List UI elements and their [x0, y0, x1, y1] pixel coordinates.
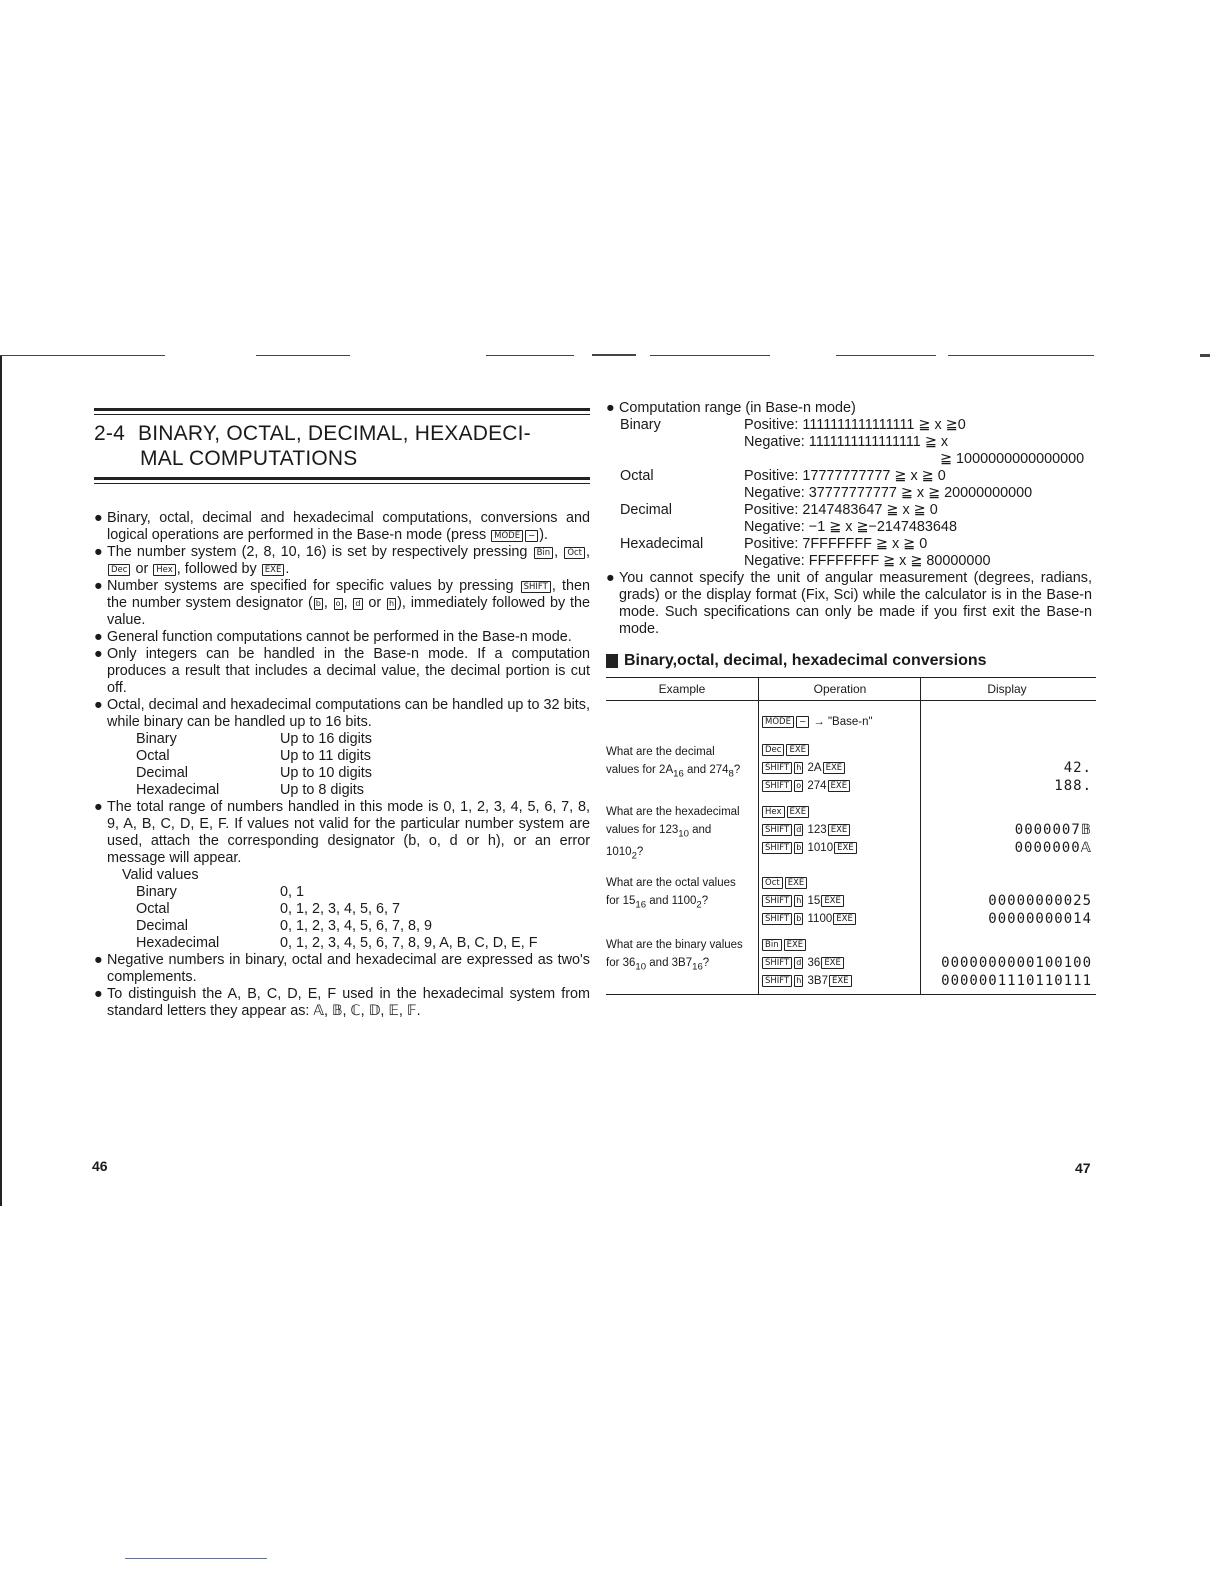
bullet-text-or: or	[135, 561, 149, 577]
range-line: Positive: 2147483647 ≧ x ≧ 0	[744, 502, 938, 518]
range-spacer	[620, 451, 744, 468]
display-value: 42.	[1063, 760, 1092, 776]
operation-step	[761, 759, 920, 777]
operation-step	[761, 803, 920, 821]
question-text: values for 123	[606, 824, 679, 836]
bullet-number-system: ● The number system (2, 8, 10, 16) is set by respectively pressing Bin , Oct , Dec or Hex , followed by EXE .	[94, 544, 591, 577]
table-header-row	[606, 678, 1096, 701]
range-system: Decimal	[620, 502, 672, 518]
range-spacer	[620, 434, 744, 451]
bullet-total-range	[94, 799, 590, 867]
valid-values-label: Valid values	[122, 867, 199, 883]
operation-step	[761, 874, 920, 892]
header-display: Display	[921, 678, 1097, 701]
bin-key: Bin	[534, 547, 554, 559]
bullet-text: The total range of numbers handled in this mode is 0, 1, 2, 3, 4, 5, 6, 7, 8, 9, A, B, C, D, E, F. If values not valid for the particular number system are used, attach the corresponding designator (b, o, d or h), or an error message will appear.	[107, 799, 590, 866]
table-row	[606, 928, 1096, 995]
computation-range-table	[620, 417, 1092, 570]
operation-step	[761, 910, 920, 928]
minus-key: −	[525, 530, 538, 542]
bullet-dot: ●	[94, 697, 103, 713]
digit-limit: Up to 16 digits	[280, 731, 372, 747]
question-text: ?	[702, 956, 710, 969]
exe-key: EXE	[784, 939, 807, 951]
bullet-text: Octal, decimal and hexadecimal computations can be handled up to 32 bits, while binary can be handled up to 16 bits.	[107, 697, 590, 730]
valid-values: 0, 1	[280, 884, 305, 900]
oct-key: Oct	[564, 547, 585, 559]
square-bullet-icon	[606, 654, 618, 668]
conversion-table	[606, 677, 1096, 995]
question-text: What are the decimal	[606, 746, 715, 758]
mode-key: MODE	[491, 530, 523, 542]
display-value: 00000000025	[988, 892, 1092, 909]
page-edge	[0, 356, 2, 1206]
shift-key: SHIFT	[762, 895, 792, 907]
range-system: Hexadecimal	[620, 536, 704, 552]
question-text: What are the octal values	[606, 876, 736, 889]
shift-key: SHIFT	[762, 975, 792, 987]
d-key: d	[355, 599, 361, 608]
bullet-dot: ●	[94, 646, 103, 662]
right-page	[606, 400, 1092, 995]
b-key: b	[796, 913, 802, 923]
question-text: What are the hexadecimal	[606, 806, 740, 818]
dec-key: Dec	[762, 744, 784, 756]
table-row	[606, 795, 1096, 866]
operation-step	[761, 954, 920, 972]
operation-step	[761, 777, 920, 795]
range-line: Negative: −1 ≧ x ≧−2147483648	[744, 519, 957, 535]
base-subscript: 16	[635, 898, 647, 910]
question-text: ?	[636, 846, 644, 859]
range-spacer	[620, 553, 744, 570]
base-subscript: 10	[678, 828, 689, 840]
input-value: 15	[807, 894, 821, 907]
o-key: o	[335, 599, 341, 608]
header-example: Example	[606, 678, 759, 701]
example-question	[606, 743, 758, 783]
exe-key: EXE	[821, 957, 844, 969]
operation-step	[761, 892, 920, 910]
scan-line	[256, 355, 350, 356]
bullet-dot: ●	[606, 400, 615, 416]
d-key: d	[796, 957, 802, 967]
bullet-dot: ●	[94, 578, 103, 594]
base-subscript: 16	[692, 960, 703, 972]
digit-limit: Up to 11 digits	[280, 748, 371, 764]
exe-key: EXE	[828, 824, 851, 836]
digit-system: Octal	[136, 748, 170, 764]
range-line: Negative: 37777777777 ≧ x ≧ 20000000000	[744, 485, 1033, 501]
display-value: 188.	[1054, 778, 1092, 794]
bullet-dot: ●	[94, 952, 103, 968]
shift-key: SHIFT	[762, 762, 792, 774]
operation-step	[761, 741, 920, 759]
base-subscript: 10	[635, 960, 647, 972]
range-line: Positive: 17777777777 ≧ x ≧ 0	[744, 468, 946, 484]
scan-line	[125, 1558, 267, 1559]
exe-key: EXE	[262, 564, 285, 576]
operation-step	[761, 972, 920, 990]
bullet-text: Only integers can be handled in the Base-n mode. If a computation produces a result that includes a decimal value, the decimal portion is cut off.	[107, 646, 590, 696]
digit-limit-table	[94, 731, 590, 799]
exe-key: EXE	[833, 913, 856, 925]
digit-limit: Up to 8 digits	[280, 782, 364, 798]
minus-key: −	[796, 716, 809, 728]
h-key: h	[796, 975, 802, 985]
exe-key: EXE	[823, 762, 846, 774]
exe-key: EXE	[787, 806, 810, 818]
bullet-text: The number system (2, 8, 10, 16) is set by respectively pressing	[107, 544, 528, 560]
bullet-dot: ●	[94, 510, 103, 526]
heading-rule-bottom	[94, 477, 590, 484]
scan-line	[1200, 354, 1210, 357]
input-value: 123	[807, 824, 827, 836]
bullet-dot: ●	[94, 544, 103, 560]
bullet-distinguish	[94, 986, 590, 1020]
conversions-title-text: Binary,octal, decimal, hexadecimal conversions	[624, 652, 987, 669]
bullet-range-intro	[606, 400, 1092, 417]
bullet-text-end: ).	[539, 527, 549, 543]
valid-values: 0, 1, 2, 3, 4, 5, 6, 7, 8, 9	[280, 918, 433, 934]
table-row	[606, 741, 1096, 795]
base-subscript: 8	[728, 768, 734, 780]
display-value: 00000000014	[988, 910, 1092, 927]
heading-line-1: BINARY, OCTAL, DECIMAL, HEXADECI-	[138, 422, 531, 445]
bullet-text-end: , followed by	[176, 561, 257, 577]
page-number-right: 47	[1075, 1160, 1091, 1176]
range-line: Negative: 1111111111111111 ≧ x	[744, 434, 949, 450]
scan-line	[948, 355, 1094, 356]
shift-key: SHIFT	[762, 842, 792, 854]
bullet-designator: ● Number systems are specified for specific values by pressing SHIFT , then the number system designator ( b , o , d or h ), immediately followed by the value.	[94, 578, 590, 628]
section-number: 2-4	[94, 422, 125, 445]
operation-step	[761, 839, 920, 857]
mode-operation	[761, 713, 920, 731]
question-text: ?	[733, 764, 741, 776]
dec-key: Dec	[108, 564, 130, 576]
header-operation: Operation	[759, 678, 921, 701]
bullet-text: Computation range (in Base-n mode)	[619, 400, 856, 416]
bullet-dot: ●	[94, 986, 103, 1002]
range-line: Negative: FFFFFFFF ≧ x ≧ 80000000	[744, 553, 991, 569]
mode-result: → "Base-n"	[813, 716, 873, 728]
exe-key: EXE	[828, 780, 851, 792]
range-line: ≧ 1000000000000000	[940, 451, 1085, 467]
section-heading	[94, 421, 590, 471]
input-value: 274	[807, 780, 827, 792]
digit-limit: Up to 10 digits	[280, 765, 372, 781]
exe-key: EXE	[829, 975, 852, 987]
question-text: and 274	[683, 764, 729, 776]
shift-key: SHIFT	[762, 780, 792, 792]
shift-key: SHIFT	[762, 957, 792, 969]
question-text: and 3B7	[646, 956, 693, 969]
o-key: o	[796, 781, 802, 790]
input-value: 36	[807, 956, 821, 969]
scan-line	[486, 355, 574, 356]
question-text: 1010	[606, 846, 632, 859]
range-line: Positive: 7FFFFFFF ≧ x ≧ 0	[744, 536, 928, 552]
valid-values: 0, 1, 2, 3, 4, 5, 6, 7, 8, 9, A, B, C, D, E, F	[280, 935, 538, 951]
b-key: b	[315, 599, 321, 608]
digit-system: Decimal	[136, 765, 188, 781]
hex-key: Hex	[153, 564, 176, 576]
bullet-text-or: or	[368, 595, 382, 611]
range-spacer	[620, 485, 744, 502]
b-key: b	[796, 843, 802, 852]
bullet-text: Negative numbers in binary, octal and hexadecimal are expressed as two's complements.	[107, 952, 590, 985]
base-subscript: 16	[673, 768, 684, 780]
table-row-mode	[606, 701, 1096, 742]
valid-system: Octal	[136, 901, 170, 917]
bullet-dot: ●	[94, 799, 103, 815]
valid-system: Binary	[136, 884, 177, 900]
mode-key: MODE	[762, 716, 794, 728]
oct-key: Oct	[762, 877, 783, 889]
exe-key: EXE	[834, 842, 857, 854]
bullet-text: To distinguish the A, B, C, D, E, F used in the hexadecimal system from standard letters they appear as: 𝔸, 𝔹, ℂ, 𝔻, 𝔼, 𝔽.	[107, 986, 590, 1019]
input-value: 2A	[807, 762, 822, 774]
question-text: ?	[701, 894, 709, 907]
input-value: 1010	[807, 842, 834, 854]
valid-values-table	[94, 884, 590, 952]
d-key: d	[796, 825, 802, 834]
question-text: for 15	[606, 894, 636, 907]
bullet-negative	[94, 952, 590, 986]
operation-step	[761, 821, 920, 839]
exe-key: EXE	[785, 877, 808, 889]
bullet-text: You cannot specify the unit of angular measurement (degrees, radians, grads) or the display format (Fix, Sci) while the calculator is in the Base-n mode. Such specifications can only be made if you first exit the Base-n mode.	[619, 570, 1092, 637]
digit-system: Hexadecimal	[136, 782, 220, 798]
bullet-angular-note	[606, 570, 1092, 638]
example-question	[606, 803, 758, 866]
conversions-title	[606, 652, 1092, 669]
digit-system: Binary	[136, 731, 177, 747]
example-question	[606, 874, 758, 914]
shift-key: SHIFT	[762, 824, 792, 836]
valid-system: Hexadecimal	[136, 935, 220, 951]
heading-rule-top	[94, 408, 590, 415]
bullet-dot: ●	[606, 570, 615, 586]
operation-step	[761, 936, 920, 954]
bullet-base-n-mode	[94, 510, 590, 544]
display-value: 0000000000100100	[941, 954, 1092, 971]
scan-line	[836, 355, 936, 356]
base-subscript: 2	[631, 850, 637, 862]
heading-line-2: MAL COMPUTATIONS	[140, 447, 358, 470]
valid-system: Decimal	[136, 918, 188, 934]
bullet-integers	[94, 646, 590, 697]
bullet-bits	[94, 697, 590, 731]
input-value: 1100	[807, 912, 833, 925]
range-system: Binary	[620, 417, 661, 433]
question-text: for 36	[606, 956, 636, 969]
bullet-text-end: ), immediately followed by the value.	[107, 595, 590, 628]
question-text: What are the binary values	[606, 938, 743, 951]
left-page	[94, 408, 590, 1020]
scan-line	[592, 354, 636, 356]
table-row	[606, 866, 1096, 928]
bullet-list	[94, 510, 590, 1020]
input-value: 3B7	[807, 974, 828, 987]
valid-values: 0, 1, 2, 3, 4, 5, 6, 7	[280, 901, 401, 917]
display-value: 0000001110110111	[941, 972, 1092, 989]
exe-key: EXE	[786, 744, 809, 756]
display-value: 0000007𝔹	[1014, 822, 1092, 838]
example-question	[606, 936, 758, 976]
question-text: and 1100	[646, 894, 697, 907]
base-subscript: 2	[696, 898, 702, 910]
bullet-general-function	[94, 629, 590, 646]
scan-line	[650, 355, 770, 356]
exe-key: EXE	[821, 895, 844, 907]
h-key: h	[796, 895, 802, 905]
bullet-text: , then the number system designator (	[107, 578, 590, 611]
page-number-left: 46	[92, 1158, 108, 1174]
range-line: Positive: 1111111111111111 ≧ x ≧0	[744, 417, 966, 433]
bullet-dot: ●	[94, 629, 103, 645]
display-value: 0000000𝔸	[1014, 840, 1092, 856]
question-text: values for 2A	[606, 764, 674, 776]
bin-key: Bin	[762, 939, 782, 951]
range-spacer	[620, 519, 744, 536]
range-system: Octal	[620, 468, 654, 484]
h-key: h	[796, 763, 802, 772]
shift-key: SHIFT	[762, 913, 792, 925]
bullet-text: Number systems are specified for specific values by pressing	[107, 578, 514, 594]
bullet-text: Binary, octal, decimal and hexadecimal computations, conversions and logical operations are performed in the Base-n mode (press	[107, 510, 590, 543]
hex-key: Hex	[762, 806, 785, 818]
h-key: h	[388, 599, 395, 608]
question-text: and	[688, 824, 712, 836]
bullet-text: General function computations cannot be performed in the Base-n mode.	[107, 629, 572, 645]
scan-line	[0, 355, 165, 356]
shift-key: SHIFT	[521, 581, 551, 593]
